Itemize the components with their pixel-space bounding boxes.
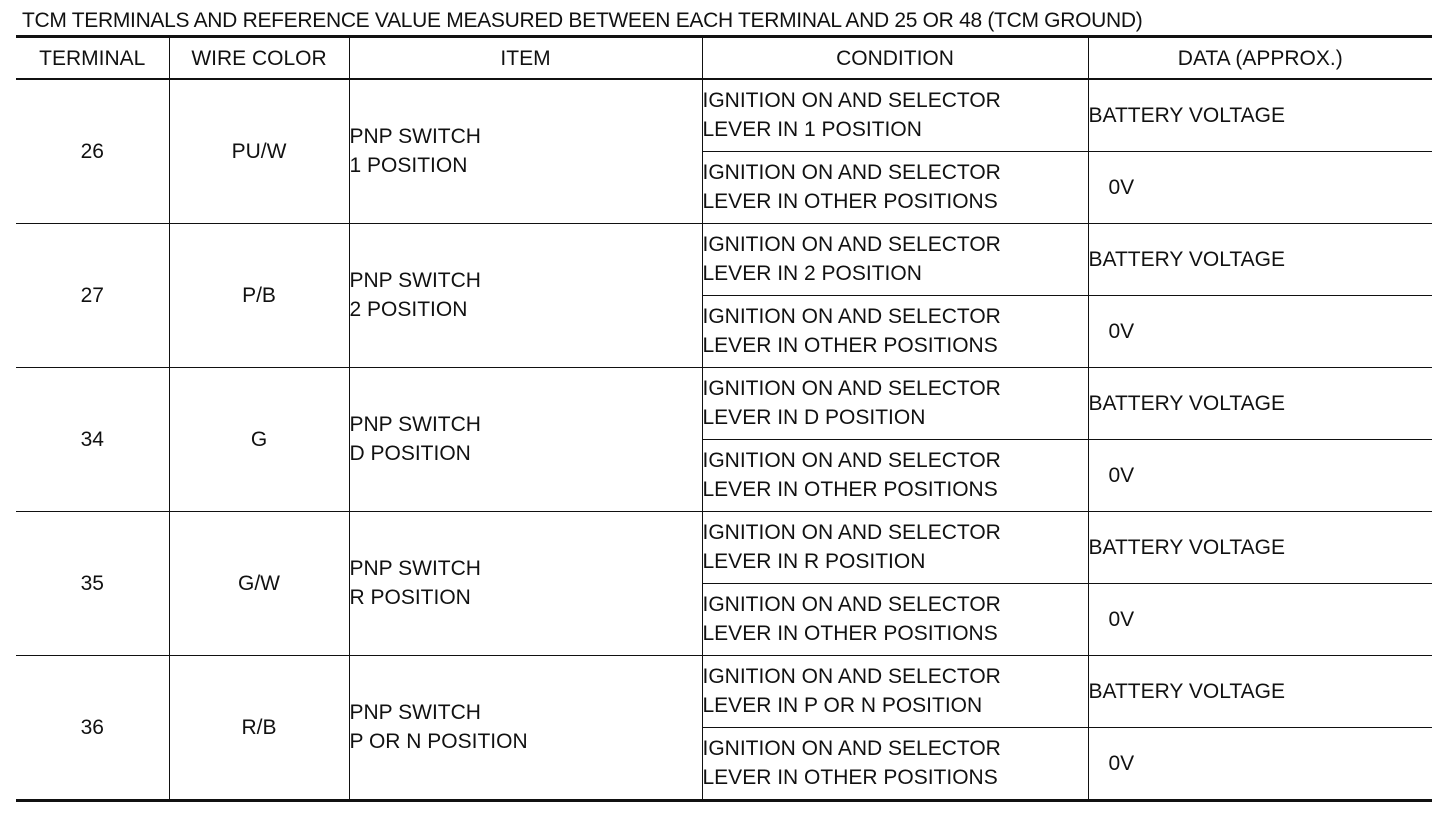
condition-text: IGNITION ON AND SELECTOR bbox=[702, 233, 1001, 256]
table-body bbox=[16, 79, 1432, 799]
condition-text: IGNITION ON AND SELECTOR bbox=[702, 521, 1001, 544]
item-text: 1 POSITION bbox=[349, 154, 468, 178]
condition-text: IGNITION ON AND SELECTOR bbox=[702, 665, 1001, 688]
item-cell bbox=[349, 79, 702, 223]
table-row bbox=[16, 511, 1432, 583]
condition-text: LEVER IN D POSITION bbox=[702, 406, 926, 429]
condition-cell bbox=[702, 367, 1088, 439]
table-row bbox=[16, 655, 1432, 727]
wire-color: R/B bbox=[169, 655, 349, 799]
item-cell bbox=[349, 367, 702, 511]
header-terminal: TERMINAL bbox=[16, 38, 169, 79]
condition-text: LEVER IN OTHER POSITIONS bbox=[702, 190, 998, 213]
data-value: BATTERY VOLTAGE bbox=[1088, 511, 1432, 583]
data-value: 0V bbox=[1088, 295, 1432, 367]
condition-text: LEVER IN OTHER POSITIONS bbox=[702, 334, 998, 357]
condition-cell bbox=[702, 295, 1088, 367]
item-text: R POSITION bbox=[349, 586, 471, 609]
condition-text: IGNITION ON AND SELECTOR bbox=[702, 305, 1001, 328]
condition-text: LEVER IN OTHER POSITIONS bbox=[702, 478, 998, 501]
terminal-number: 34 bbox=[16, 367, 169, 511]
table-row bbox=[16, 223, 1432, 295]
item-text: 2 POSITION bbox=[349, 298, 468, 321]
item-text: PNP SWITCH bbox=[349, 269, 481, 292]
terminal-number: 36 bbox=[16, 655, 169, 799]
wire-color: P/B bbox=[169, 223, 349, 367]
condition-cell bbox=[702, 439, 1088, 511]
condition-cell bbox=[702, 223, 1088, 295]
item-text: PNP SWITCH bbox=[349, 413, 481, 436]
condition-text: LEVER IN OTHER POSITIONS bbox=[702, 622, 998, 645]
condition-text: IGNITION ON AND SELECTOR bbox=[702, 89, 1001, 113]
condition-cell bbox=[702, 79, 1088, 151]
condition-text: IGNITION ON AND SELECTOR bbox=[702, 737, 1001, 760]
data-value: 0V bbox=[1088, 151, 1432, 223]
data-value: 0V bbox=[1088, 583, 1432, 655]
wire-color: G bbox=[169, 367, 349, 511]
header-data: DATA (APPROX.) bbox=[1088, 38, 1432, 79]
item-text: P OR N POSITION bbox=[349, 730, 528, 753]
document-title: TCM TERMINALS AND REFERENCE VALUE MEASURED BETWEEN EACH TERMINAL AND 25 OR 48 (TCM GROUND) bbox=[22, 9, 1143, 32]
item-text: D POSITION bbox=[349, 442, 471, 465]
condition-cell bbox=[702, 583, 1088, 655]
terminal-table bbox=[16, 38, 1432, 800]
header-item: ITEM bbox=[349, 38, 702, 79]
item-cell bbox=[349, 655, 702, 799]
header-condition: CONDITION bbox=[702, 38, 1088, 79]
condition-text: IGNITION ON AND SELECTOR bbox=[702, 161, 1001, 184]
item-cell bbox=[349, 223, 702, 367]
condition-cell bbox=[702, 655, 1088, 727]
data-value: BATTERY VOLTAGE bbox=[1088, 79, 1432, 151]
condition-text: IGNITION ON AND SELECTOR bbox=[702, 593, 1001, 616]
condition-text: LEVER IN 1 POSITION bbox=[702, 118, 922, 142]
wire-color: G/W bbox=[169, 511, 349, 655]
condition-text: LEVER IN OTHER POSITIONS bbox=[702, 766, 998, 789]
data-value: 0V bbox=[1088, 439, 1432, 511]
terminal-number: 35 bbox=[16, 511, 169, 655]
data-value: BATTERY VOLTAGE bbox=[1088, 367, 1432, 439]
terminal-number: 26 bbox=[16, 79, 169, 223]
item-text: PNP SWITCH bbox=[349, 701, 481, 724]
item-text: PNP SWITCH bbox=[349, 557, 481, 580]
data-value: BATTERY VOLTAGE bbox=[1088, 655, 1432, 727]
item-cell bbox=[349, 511, 702, 655]
condition-text: LEVER IN R POSITION bbox=[702, 550, 926, 573]
condition-cell bbox=[702, 511, 1088, 583]
wire-color: PU/W bbox=[169, 79, 349, 223]
item-text: PNP SWITCH bbox=[349, 125, 481, 149]
table-row bbox=[16, 79, 1432, 151]
table-row bbox=[16, 367, 1432, 439]
terminal-number: 27 bbox=[16, 223, 169, 367]
data-value: BATTERY VOLTAGE bbox=[1088, 223, 1432, 295]
condition-cell bbox=[702, 727, 1088, 799]
condition-text: LEVER IN 2 POSITION bbox=[702, 262, 922, 285]
condition-text: IGNITION ON AND SELECTOR bbox=[702, 449, 1001, 472]
condition-text: LEVER IN P OR N POSITION bbox=[702, 694, 983, 717]
header-wire-color: WIRE COLOR bbox=[169, 38, 349, 79]
header-row bbox=[16, 38, 1432, 79]
condition-text: IGNITION ON AND SELECTOR bbox=[702, 377, 1001, 400]
data-value: 0V bbox=[1088, 727, 1432, 799]
condition-cell bbox=[702, 151, 1088, 223]
